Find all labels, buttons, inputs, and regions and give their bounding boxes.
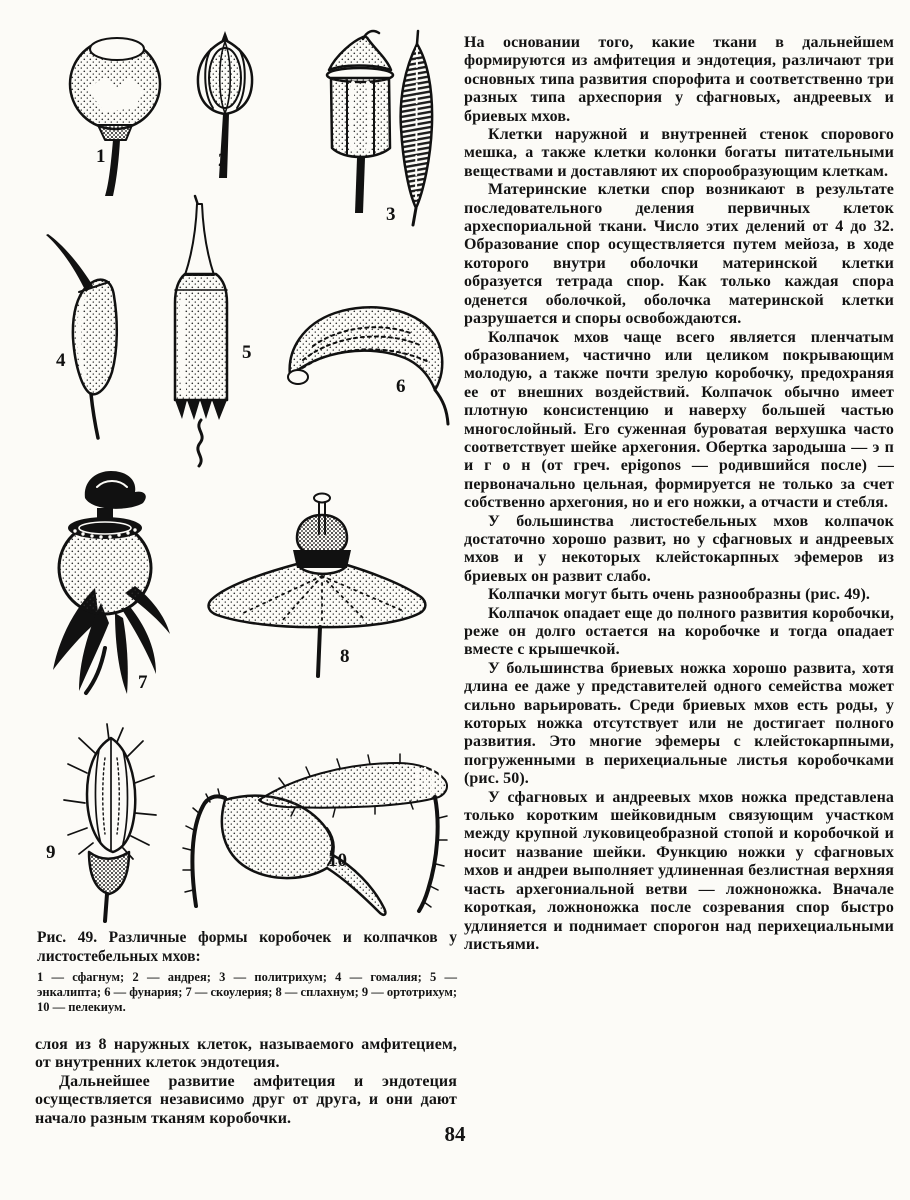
paragraph: Дальнейшее развитие амфитеция и эндотеция осуществляется независимо друг от друга, и они дают начало разным тканям коробочки. (35, 1072, 457, 1127)
paragraph: Материнские клетки спор возникают в результате последовательного деления первичных клеток археспориальной ткани. Число этих делений от 4 до 32. Образование спор осуществляется путем мейоза, в ходе которого внутри оболочки материнской клетки образуется тетрада спор. Как только каждая спора оденется оболочкой, оболочка материнской клетки разрушается и споры освобождаются. (464, 181, 894, 328)
figure-label-6: 6 (396, 376, 406, 397)
paragraph: Колпачок опадает еще до полного развития коробочки, реже он долго остается на коробочке и тогда опадает вместе с крышечкой. (464, 604, 894, 659)
figure-label-5: 5 (242, 342, 252, 363)
figure-caption (37, 928, 457, 1015)
figure-label-8: 8 (340, 646, 350, 667)
drawing-funaria (288, 307, 448, 424)
drawing-orthotrichum (64, 724, 156, 921)
figure-label-10: 10 (328, 850, 347, 871)
figure-caption-title: Рис. 49. Различные формы коробочек и колпачков у листостебельных мхов: (37, 929, 457, 965)
figure-label-9: 9 (46, 842, 56, 863)
paragraph: Колпачки могут быть очень разнообразны (рис. 49). (488, 586, 870, 604)
drawing-polytrichum (327, 31, 432, 225)
drawing-splachnum (209, 494, 426, 677)
figure-label-4: 4 (56, 350, 66, 371)
drawing-sphagnum (70, 38, 160, 196)
left-column-text (35, 1036, 457, 1128)
figure-label-1: 1 (96, 146, 106, 167)
paragraph: Колпачок мхов чаще всего является пленчатым образованием, частично или целиком покрывающим молодую, а также почти зрелую коробочку, предохраняя ее от внешних воздействий. Колпачок обычно имеет плотную консистенцию и наверху большей частью многослойный. Его суженная буроватая верхушка часто соответствует шейке архегония. Обертка зародыша — э п и г о н (от греч. epigonos — родившийся после) — первоначально цельная, формируется не только за счет собственно архегония, но и его ножки, а отчасти и стебля. (464, 328, 894, 512)
drawing-scouleria (53, 471, 170, 694)
paragraph: На основании того, какие ткани в дальнейшем формируются из амфитеция и эндотеция, различают три основных типа развития спорофита и соответственно три разных типа археспория у сфагновых, андреевых и бриевых мхов. (464, 34, 894, 125)
paragraph: Клетки наружной и внутренней стенок спорового мешка, а также клетки колонки богаты питательными веществами и доставляют их спорообразующим клеткам. (464, 126, 894, 180)
figure-label-3: 3 (386, 204, 396, 225)
figure-caption-legend: 1 — сфагнум; 2 — андрея; 3 — политрихум; 4 — гомалия; 5 — энкалипта; 6 — фунария; 7 — скоулерия; 8 — сплахнум; 9 — ортотрихум; 10 — пелекиум. (37, 970, 457, 1014)
right-column-text (464, 34, 894, 954)
drawing-pelekium (183, 754, 447, 915)
drawing-homalia (46, 234, 117, 438)
paragraph: слоя из 8 наружных клеток, называемого амфитецием, от внутренних клеток эндотеция. (35, 1036, 457, 1072)
figure-label-2: 2 (218, 150, 228, 171)
paragraph: У большинства листостебельных мхов колпачок достаточно хорошо развит, но у сфагновых и андреевых мхов и у некоторых клейстокарпных эфемеров из бриевых он развит слабо. (464, 512, 894, 585)
page-number: 84 (444, 1122, 466, 1146)
paragraph: У сфагновых и андреевых мхов ножка представлена только коротким шейковидным связующим участком между крупной луковицеобразной стопой и коробочкой и носит название шейки. Функцию ножки у сфагновых мхов и андреи выполняет удлиненная безлистная верхняя часть архегониальной ветви — ложноножка. Вначале короткая, ложноножка после созревания спор быстро удлиняется и поднимает спорогон над перихециальными листьями. (464, 788, 894, 953)
drawing-encalypta (175, 196, 227, 466)
figure-label-7: 7 (138, 672, 148, 693)
paragraph: У большинства бриевых ножка хорошо развита, хотя длина ее даже у представителей одного семейства может сильно варьировать. Среди бриевых мхов есть роды, у которых ножка отсутствует или не достигает полного развития. Это многие эфемеры с клейстокарпными, погруженными в перихециальные листья коробочками (рис. 50). (464, 659, 894, 788)
